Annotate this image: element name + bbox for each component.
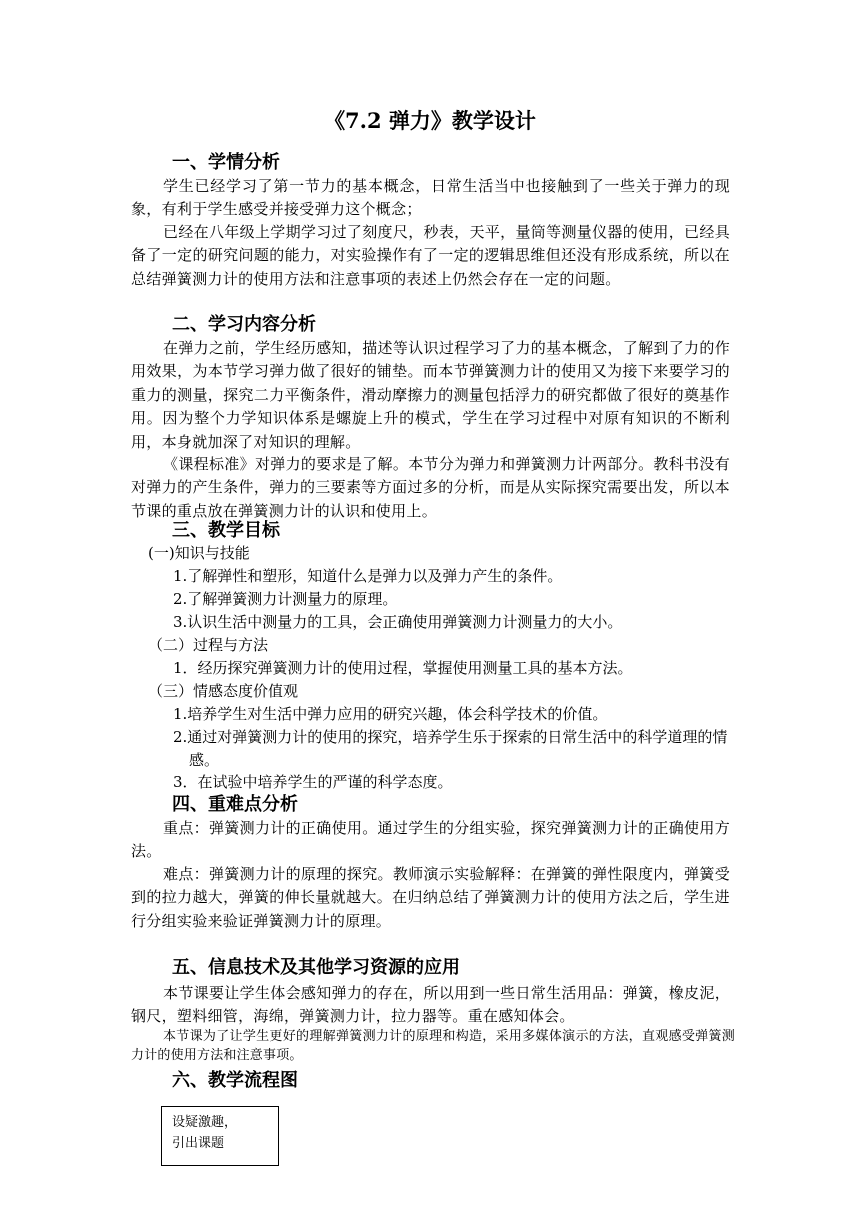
objective-item: 3.认识生活中测量力的工具，会正确使用弹簧测力计测量力的大小。 <box>173 613 623 631</box>
paragraph: 本节课要让学生体会感知弹力的存在，所以用到一些日常生活用品：弹簧，橡皮泥，钢尺，塑料细管，海绵，弹簧测力计，拉力器等。重在感知体会。 <box>131 984 730 1026</box>
paragraph: 学生已经学习了第一节力的基本概念，日常生活当中也接触到了一些关于弹力的现象，有利于学生感受并接受弹力这个概念； <box>131 177 730 219</box>
objective-item: 2.了解弹簧测力计测量力的原理。 <box>173 590 398 608</box>
paragraph: 《课程标准》对弹力的要求是了解。本节分为弹力和弹簧测力计两部分。教科书没有对弹力的产生条件，弹力的三要素等方面过多的分析，而是从实际探究需要出发，所以本节课的重点放在弹簧测力计的认识和使用上。 <box>131 455 730 520</box>
objective-group-label: (一)知识与技能 <box>148 544 250 562</box>
section-heading-1: 一、学情分析 <box>172 152 280 173</box>
objective-item: 3．在试验中培养学生的严谨的科学态度。 <box>173 773 453 791</box>
objective-item: 1．经历探究弹簧测力计的使用过程，掌握使用测量工具的基本方法。 <box>173 659 633 677</box>
paragraph: 已经在八年级上学期学习过了刻度尺，秒表，天平，量筒等测量仪器的使用，已经具备了一定的研究问题的能力，对实验操作有了一定的逻辑思维但还没有形成系统，所以在总结弹簧测力计的使用方法和注意事项的表述上仍然会存在一定的问题。 <box>131 223 730 288</box>
objective-item: 2.通过对弹簧测力计的使用的探究，培养学生乐于探索的日常生活中的科学道理的情感。 <box>173 728 728 769</box>
section-heading-3: 三、教学目标 <box>172 520 280 541</box>
section-heading-6: 六、教学流程图 <box>172 1070 298 1091</box>
paragraph: 在弹力之前，学生经历感知，描述等认识过程学习了力的基本概念，了解到了力的作用效果，为本节学习弹力做了很好的铺垫。而本节弹簧测力计的使用又为接下来要学习的重力的测量，探究二力平衡条件，滑动摩擦力的测量包括浮力的研究都做了很好的奠基作用。因为整个力学知识体系是螺旋上升的模式，学生在学习过程中对原有知识的不断利用，本身就加深了对知识的理解。 <box>131 339 730 451</box>
objective-item: 1.了解弹性和塑形，知道什么是弹力以及弹力产生的条件。 <box>173 567 563 585</box>
flowchart-box-line: 引出课题 <box>172 1136 225 1151</box>
flowchart-box-line: 设疑激趣， <box>172 1115 238 1130</box>
objective-group-label: （二）过程与方法 <box>148 636 269 654</box>
section-heading-4: 四、重难点分析 <box>172 794 298 815</box>
document-title: 《7.2 弹力》教学设计 <box>324 108 536 133</box>
section-heading-5: 五、信息技术及其他学习资源的应用 <box>172 957 460 978</box>
paragraph-small: 本节课为了让学生更好的理解弹簧测力计的原理和构造，采用多媒体演示的方法，直观感受弹簧测力计的使用方法和注意事项。 <box>131 1029 735 1063</box>
objective-item: 1.培养学生对生活中弹力应用的研究兴趣，体会科学技术的价值。 <box>173 705 608 723</box>
objective-group-label: （三）情感态度价值观 <box>148 682 299 700</box>
flowchart-box <box>161 1106 279 1166</box>
section-heading-2: 二、学习内容分析 <box>172 314 316 335</box>
paragraph: 难点：弹簧测力计的原理的探究。教师演示实验解释：在弹簧的弹性限度内，弹簧受到的拉力越大，弹簧的伸长量就越大。在归纳总结了弹簧测力计的使用方法之后，学生进行分组实验来验证弹簧测力计的原理。 <box>131 865 730 930</box>
paragraph: 重点：弹簧测力计的正确使用。通过学生的分组实验，探究弹簧测力计的正确使用方法。 <box>131 819 730 861</box>
